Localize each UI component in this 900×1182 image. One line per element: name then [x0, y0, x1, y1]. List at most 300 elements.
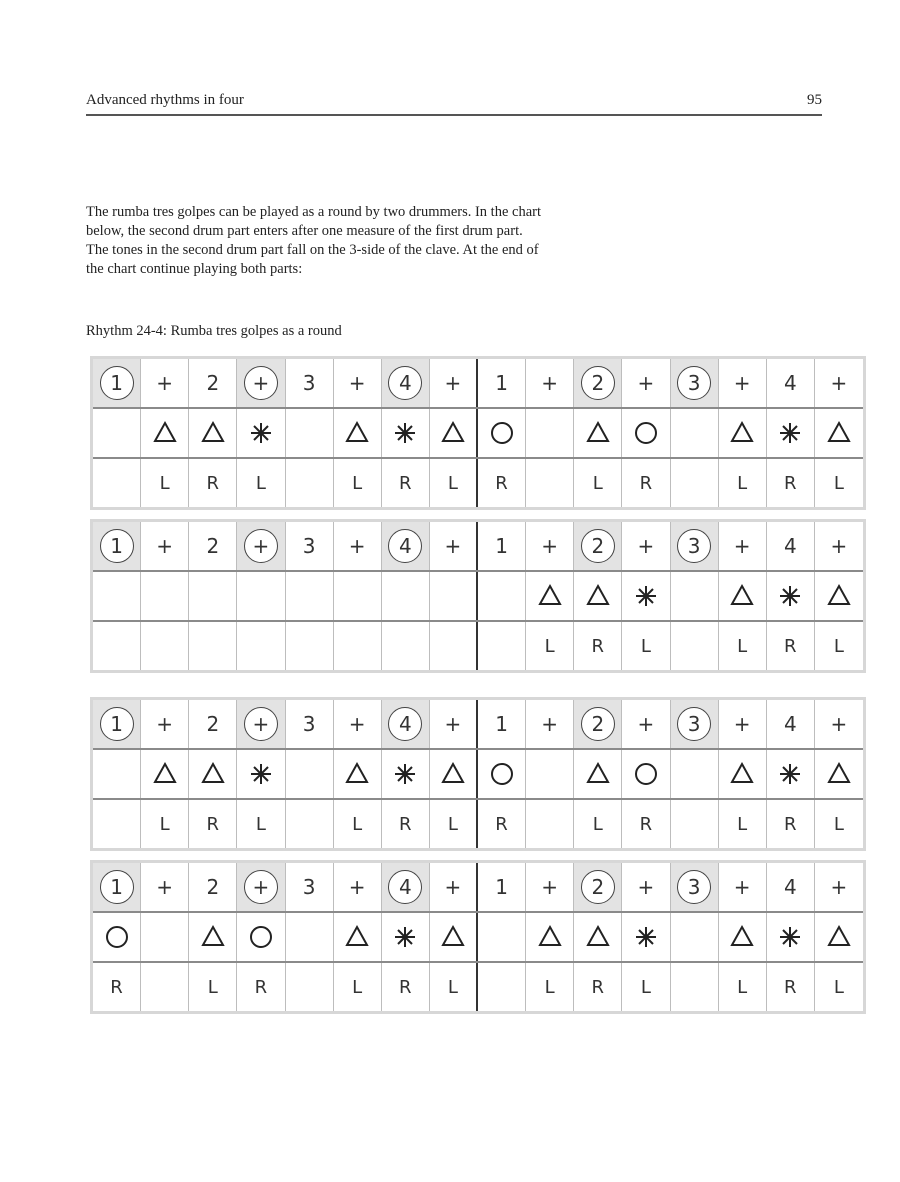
stroke-cell: [622, 572, 670, 620]
hand-label: L: [352, 472, 363, 494]
circle-icon: [489, 761, 515, 787]
hand-cell: [671, 459, 719, 507]
hand-cell: [767, 622, 815, 670]
hand-row: [93, 800, 863, 848]
triangle-icon: [344, 420, 370, 446]
count-cell: [382, 359, 430, 407]
clave-circle: [388, 870, 422, 904]
stroke-cell: [141, 572, 189, 620]
stroke-cell: [478, 750, 526, 798]
triangle-icon: [537, 583, 563, 609]
hand-cell: [526, 963, 574, 1011]
clave-circle: [677, 870, 711, 904]
count-label: 3: [302, 534, 316, 558]
asterisk-icon: [777, 761, 803, 787]
stroke-cell: [622, 750, 670, 798]
count-cell: [574, 359, 622, 407]
triangle-icon: [729, 924, 755, 950]
count-cell: [286, 522, 334, 570]
stroke-cell: [382, 572, 430, 620]
count-cell: [93, 700, 141, 748]
count-label: 1: [495, 875, 508, 899]
stroke-cell: [430, 913, 478, 961]
hand-label: R: [784, 813, 797, 835]
hand-label: L: [159, 813, 170, 835]
stroke-cell: [93, 409, 141, 457]
circle-icon: [489, 420, 515, 446]
hand-cell: [478, 963, 526, 1011]
asterisk-icon: [633, 924, 659, 950]
hand-cell: [141, 459, 189, 507]
triangle-icon: [200, 761, 226, 787]
count-cell: [815, 359, 863, 407]
count-label: +: [637, 875, 655, 899]
count-cell: [767, 522, 815, 570]
count-cell: [767, 863, 815, 911]
hand-label: L: [737, 976, 748, 998]
count-cell: [430, 700, 478, 748]
count-label: 1: [110, 534, 123, 558]
hand-label: R: [206, 472, 220, 494]
hand-cell: [478, 800, 526, 848]
hand-label: L: [833, 635, 844, 657]
hand-cell: [815, 459, 863, 507]
count-cell: [141, 863, 189, 911]
count-cell: [574, 522, 622, 570]
count-cell: [815, 522, 863, 570]
count-cell: [815, 700, 863, 748]
hand-cell: [334, 459, 382, 507]
clave-circle: [581, 366, 615, 400]
hand-cell: [622, 459, 670, 507]
count-label: +: [637, 534, 655, 558]
hand-label: R: [254, 976, 268, 998]
stroke-cell: [189, 913, 237, 961]
count-label: +: [444, 371, 462, 395]
hand-cell: [574, 622, 622, 670]
count-label: +: [830, 534, 848, 558]
stroke-cell: [141, 409, 189, 457]
count-label: +: [830, 712, 848, 736]
hand-cell: [526, 459, 574, 507]
stroke-cell: [815, 409, 863, 457]
circle-icon: [633, 761, 659, 787]
clave-circle: [677, 707, 711, 741]
page-header: [86, 90, 822, 116]
stroke-cell: [478, 913, 526, 961]
count-cell: [767, 359, 815, 407]
count-cell: [382, 700, 430, 748]
hand-label: L: [737, 472, 748, 494]
hand-label: L: [207, 976, 218, 998]
hand-cell: [622, 800, 670, 848]
count-row: [93, 522, 863, 572]
count-cell: [430, 359, 478, 407]
count-label: 1: [110, 371, 123, 395]
hand-label: L: [640, 635, 651, 657]
count-label: 3: [302, 712, 316, 736]
hand-label: R: [399, 976, 412, 998]
count-cell: [237, 359, 285, 407]
page-number: 95: [807, 92, 822, 108]
hand-cell: [93, 963, 141, 1011]
stroke-cell: [767, 409, 815, 457]
triangle-icon: [585, 420, 611, 446]
count-cell: [671, 863, 719, 911]
count-cell: [93, 522, 141, 570]
hand-cell: [815, 622, 863, 670]
count-cell: [767, 700, 815, 748]
stroke-cell: [478, 572, 526, 620]
clave-circle: [100, 529, 134, 563]
hand-label: R: [639, 472, 653, 494]
hand-cell: [574, 459, 622, 507]
hand-cell: [334, 622, 382, 670]
clave-circle: [677, 366, 711, 400]
count-label: 2: [591, 371, 605, 395]
asterisk-icon: [777, 420, 803, 446]
count-label: +: [156, 534, 174, 558]
stroke-cell: [622, 409, 670, 457]
count-label: 4: [783, 875, 797, 899]
hand-label: R: [784, 472, 797, 494]
hand-label: R: [495, 472, 508, 494]
count-label: +: [252, 371, 270, 395]
stroke-cell: [671, 409, 719, 457]
circle-icon: [633, 420, 659, 446]
count-label: +: [830, 875, 848, 899]
count-label: 3: [302, 371, 316, 395]
rhythm-chart: [90, 697, 866, 851]
count-cell: [430, 863, 478, 911]
count-cell: [237, 522, 285, 570]
clave-circle: [100, 707, 134, 741]
triangle-icon: [152, 761, 178, 787]
count-cell: [189, 359, 237, 407]
count-label: +: [156, 712, 174, 736]
stroke-cell: [430, 409, 478, 457]
hand-cell: [671, 963, 719, 1011]
hand-label: R: [784, 635, 797, 657]
hand-label: L: [255, 813, 266, 835]
stroke-row: [93, 572, 863, 622]
count-cell: [478, 700, 526, 748]
count-label: 3: [687, 534, 701, 558]
count-label: 4: [783, 534, 797, 558]
triangle-icon: [200, 420, 226, 446]
hand-cell: [574, 963, 622, 1011]
count-label: 4: [783, 712, 797, 736]
hand-cell: [286, 622, 334, 670]
triangle-icon: [152, 420, 178, 446]
count-label: 2: [591, 534, 605, 558]
stroke-cell: [382, 913, 430, 961]
stroke-cell: [237, 572, 285, 620]
stroke-cell: [478, 409, 526, 457]
count-cell: [430, 522, 478, 570]
asterisk-icon: [777, 924, 803, 950]
hand-cell: [189, 800, 237, 848]
count-cell: [719, 863, 767, 911]
hand-cell: [767, 459, 815, 507]
count-label: 2: [206, 875, 220, 899]
hand-cell: [478, 622, 526, 670]
count-cell: [237, 863, 285, 911]
hand-row: [93, 622, 863, 670]
hand-label: L: [447, 976, 458, 998]
count-label: 2: [591, 712, 605, 736]
hand-cell: [382, 800, 430, 848]
count-label: 2: [206, 371, 220, 395]
stroke-cell: [719, 913, 767, 961]
clave-circle: [244, 366, 278, 400]
stroke-row: [93, 409, 863, 459]
count-cell: [526, 359, 574, 407]
hand-cell: [767, 963, 815, 1011]
hand-label: R: [495, 813, 508, 835]
triangle-icon: [585, 583, 611, 609]
count-label: 1: [495, 371, 508, 395]
stroke-cell: [671, 572, 719, 620]
triangle-icon: [440, 761, 466, 787]
count-cell: [93, 359, 141, 407]
stroke-cell: [815, 750, 863, 798]
rhythm-chart: [90, 356, 866, 510]
count-cell: [574, 863, 622, 911]
rhythm-chart: [90, 860, 866, 1014]
count-label: +: [830, 371, 848, 395]
hand-cell: [430, 800, 478, 848]
stroke-cell: [237, 409, 285, 457]
running-title: Advanced rhythms in four: [86, 92, 244, 108]
hand-label: R: [110, 976, 123, 998]
count-cell: [237, 700, 285, 748]
hand-label: L: [833, 976, 844, 998]
count-label: 4: [398, 534, 412, 558]
stroke-cell: [141, 913, 189, 961]
count-cell: [671, 522, 719, 570]
count-cell: [719, 359, 767, 407]
triangle-icon: [344, 761, 370, 787]
clave-circle: [388, 366, 422, 400]
clave-circle: [581, 529, 615, 563]
count-cell: [382, 863, 430, 911]
hand-cell: [671, 622, 719, 670]
stroke-row: [93, 913, 863, 963]
stroke-cell: [286, 409, 334, 457]
triangle-icon: [440, 420, 466, 446]
stroke-cell: [719, 572, 767, 620]
triangle-icon: [344, 924, 370, 950]
hand-cell: [815, 800, 863, 848]
clave-circle: [581, 707, 615, 741]
count-cell: [382, 522, 430, 570]
count-cell: [478, 359, 526, 407]
hand-cell: [237, 800, 285, 848]
asterisk-icon: [392, 761, 418, 787]
count-label: +: [348, 371, 366, 395]
hand-cell: [382, 459, 430, 507]
count-cell: [526, 522, 574, 570]
clave-circle: [388, 529, 422, 563]
hand-cell: [286, 459, 334, 507]
hand-cell: [93, 800, 141, 848]
stroke-cell: [526, 913, 574, 961]
count-label: 1: [495, 534, 508, 558]
count-cell: [478, 863, 526, 911]
count-label: +: [637, 371, 655, 395]
stroke-cell: [719, 409, 767, 457]
count-label: +: [541, 534, 559, 558]
hand-cell: [430, 963, 478, 1011]
count-cell: [574, 700, 622, 748]
count-label: +: [348, 534, 366, 558]
stroke-cell: [93, 572, 141, 620]
stroke-cell: [286, 572, 334, 620]
count-label: 3: [687, 875, 701, 899]
count-row: [93, 700, 863, 750]
count-cell: [334, 700, 382, 748]
stroke-cell: [574, 409, 622, 457]
count-label: 1: [495, 712, 508, 736]
hand-cell: [334, 800, 382, 848]
stroke-cell: [815, 913, 863, 961]
hand-label: R: [399, 472, 412, 494]
count-label: +: [733, 534, 751, 558]
hand-cell: [430, 622, 478, 670]
hand-cell: [141, 622, 189, 670]
clave-circle: [244, 529, 278, 563]
count-label: +: [252, 875, 270, 899]
count-label: +: [444, 875, 462, 899]
count-label: 1: [110, 712, 123, 736]
count-label: +: [444, 534, 462, 558]
hand-cell: [237, 622, 285, 670]
stroke-cell: [767, 913, 815, 961]
hand-label: L: [544, 976, 555, 998]
hand-row: [93, 963, 863, 1011]
hand-label: L: [640, 976, 651, 998]
hand-cell: [189, 963, 237, 1011]
stroke-cell: [189, 572, 237, 620]
triangle-icon: [585, 924, 611, 950]
hand-label: L: [255, 472, 266, 494]
count-cell: [719, 700, 767, 748]
hand-cell: [430, 459, 478, 507]
hand-cell: [93, 459, 141, 507]
intro-paragraph: The rumba tres golpes can be played as a round by two drummers. In the chart below, the second drum part enters after one measure of the first drum part. The tones in the second drum part fall on the 3-side of the clave. At the end of the chart continue playing both parts:: [86, 204, 541, 277]
count-cell: [526, 863, 574, 911]
stroke-cell: [286, 750, 334, 798]
triangle-icon: [826, 761, 852, 787]
stroke-cell: [334, 913, 382, 961]
stroke-cell: [382, 750, 430, 798]
stroke-cell: [574, 750, 622, 798]
hand-cell: [382, 963, 430, 1011]
count-label: 4: [398, 371, 412, 395]
count-cell: [189, 863, 237, 911]
hand-cell: [526, 800, 574, 848]
hand-label: R: [639, 813, 653, 835]
stroke-cell: [93, 750, 141, 798]
count-cell: [622, 700, 670, 748]
hand-cell: [719, 622, 767, 670]
hand-cell: [526, 622, 574, 670]
triangle-icon: [826, 583, 852, 609]
stroke-cell: [767, 750, 815, 798]
triangle-icon: [729, 761, 755, 787]
count-row: [93, 863, 863, 913]
hand-label: R: [591, 635, 605, 657]
stroke-cell: [237, 750, 285, 798]
hand-cell: [286, 963, 334, 1011]
stroke-cell: [815, 572, 863, 620]
count-cell: [286, 700, 334, 748]
hand-label: R: [591, 976, 605, 998]
count-cell: [622, 522, 670, 570]
stroke-cell: [93, 913, 141, 961]
count-cell: [93, 863, 141, 911]
hand-cell: [382, 622, 430, 670]
count-label: 1: [110, 875, 123, 899]
count-label: 3: [687, 371, 701, 395]
stroke-cell: [334, 750, 382, 798]
triangle-icon: [826, 924, 852, 950]
hand-label: L: [352, 976, 363, 998]
clave-circle: [677, 529, 711, 563]
stroke-cell: [189, 409, 237, 457]
stroke-cell: [622, 913, 670, 961]
stroke-cell: [334, 572, 382, 620]
count-label: +: [252, 534, 270, 558]
hand-cell: [189, 622, 237, 670]
count-label: +: [444, 712, 462, 736]
asterisk-icon: [392, 924, 418, 950]
stroke-cell: [237, 913, 285, 961]
rhythm-caption: Rhythm 24-4: Rumba tres golpes as a round: [86, 323, 342, 339]
triangle-icon: [200, 924, 226, 950]
count-label: 3: [302, 875, 316, 899]
hand-label: L: [447, 813, 458, 835]
stroke-cell: [671, 750, 719, 798]
count-label: +: [348, 712, 366, 736]
hand-cell: [671, 800, 719, 848]
count-cell: [286, 863, 334, 911]
count-cell: [671, 700, 719, 748]
stroke-cell: [286, 913, 334, 961]
count-label: 2: [591, 875, 605, 899]
hand-label: L: [833, 472, 844, 494]
stroke-cell: [719, 750, 767, 798]
hand-cell: [767, 800, 815, 848]
count-cell: [671, 359, 719, 407]
hand-cell: [622, 622, 670, 670]
stroke-row: [93, 750, 863, 800]
hand-cell: [622, 963, 670, 1011]
stroke-cell: [141, 750, 189, 798]
count-cell: [719, 522, 767, 570]
triangle-icon: [826, 420, 852, 446]
hand-label: R: [206, 813, 220, 835]
triangle-icon: [585, 761, 611, 787]
hand-cell: [237, 963, 285, 1011]
hand-label: L: [833, 813, 844, 835]
clave-circle: [244, 707, 278, 741]
count-label: +: [733, 371, 751, 395]
count-label: 2: [206, 534, 220, 558]
hand-cell: [189, 459, 237, 507]
count-label: +: [348, 875, 366, 899]
